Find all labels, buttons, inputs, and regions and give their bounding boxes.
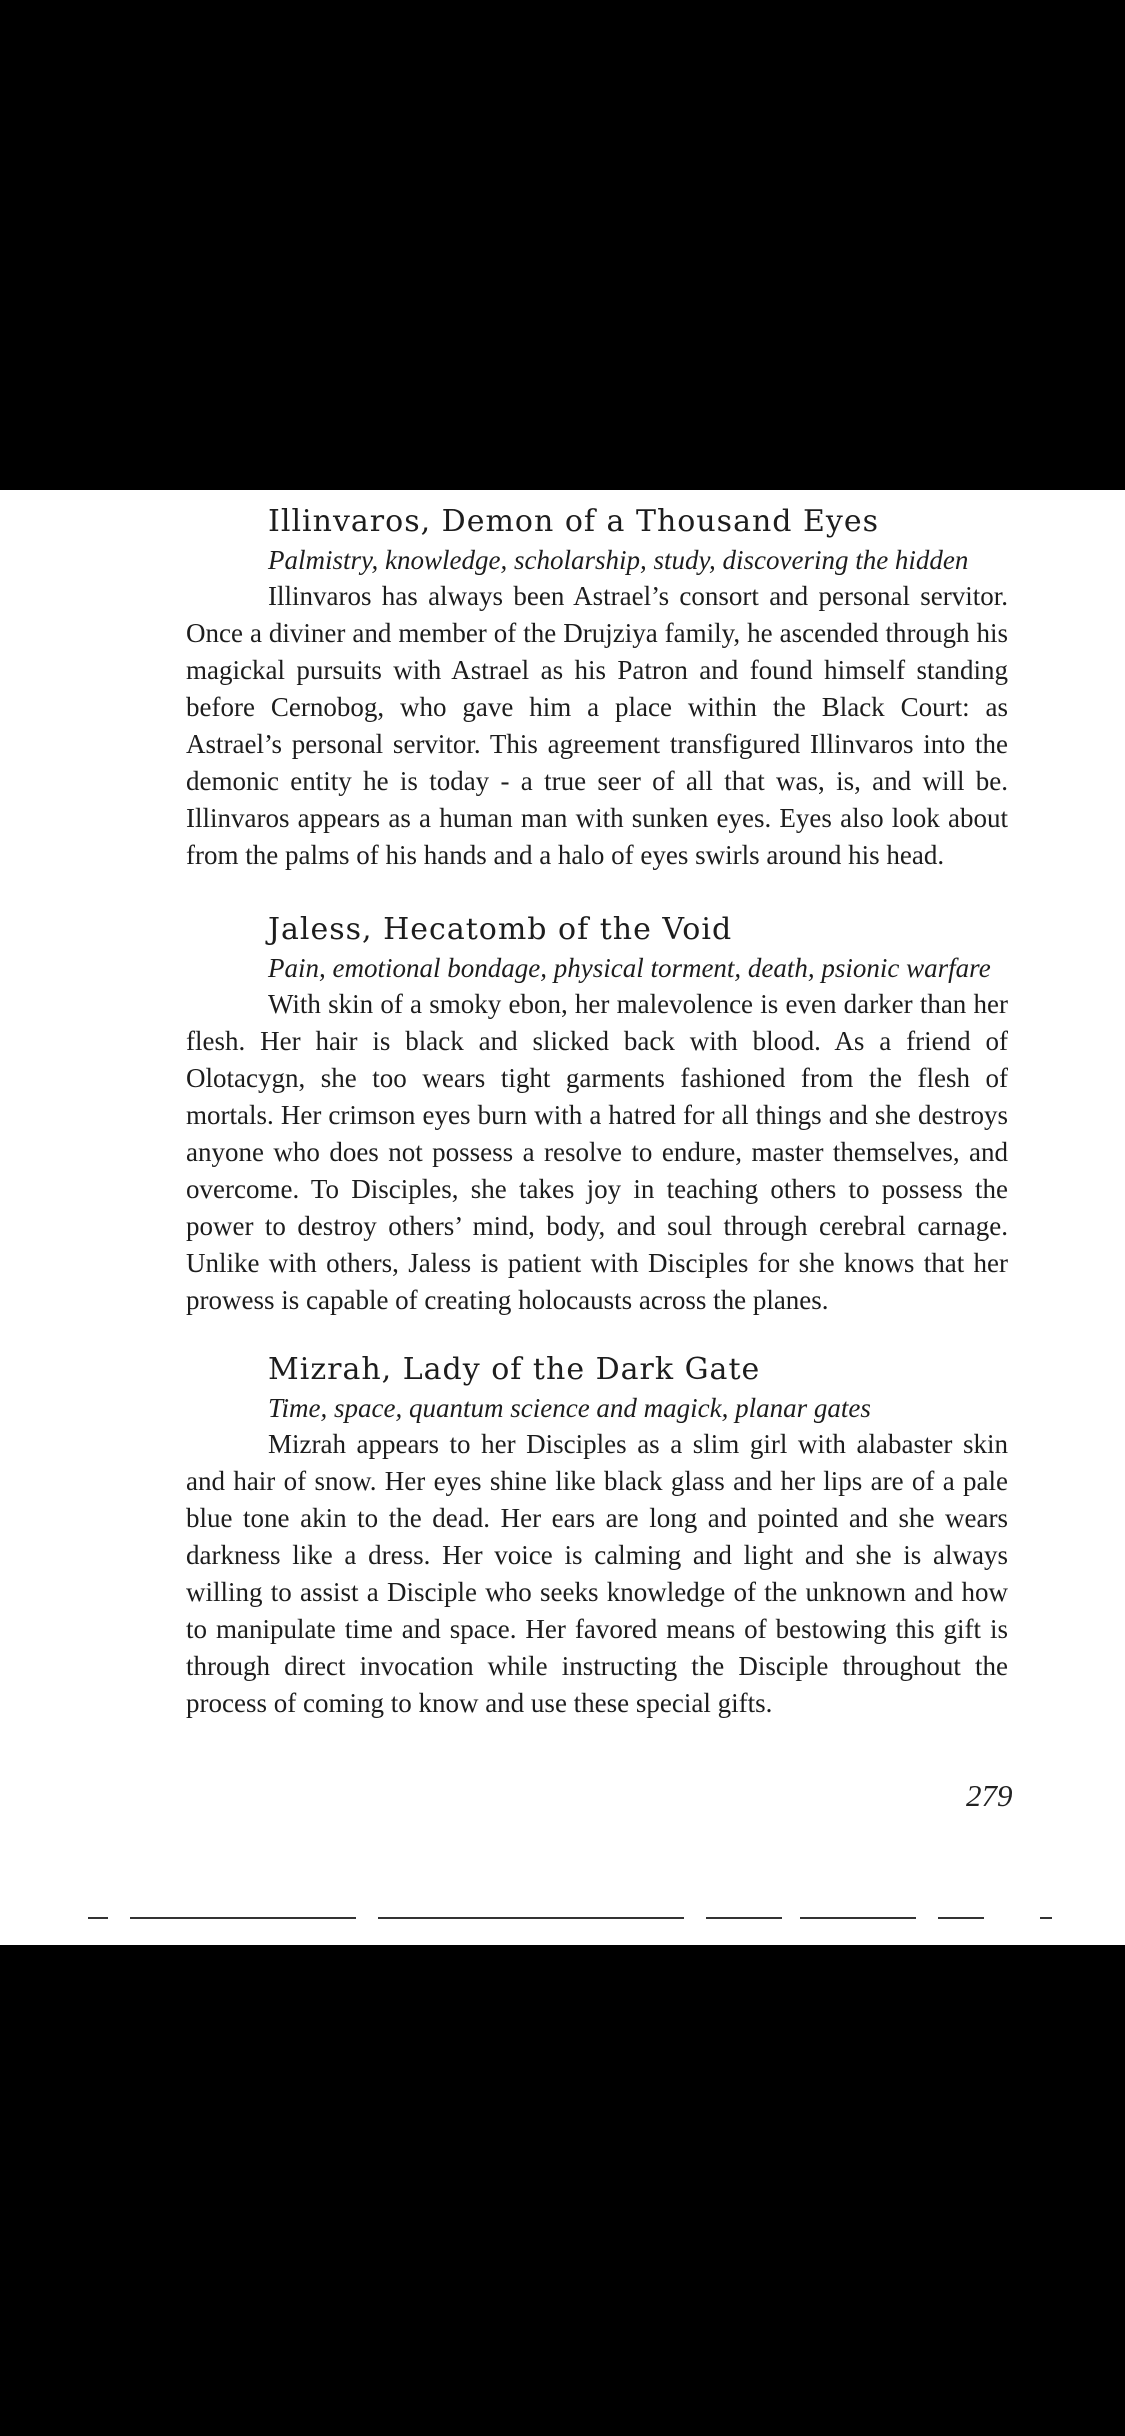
section-body: Mizrah appears to her Disciples as a slim girl with alabaster skin and hair of snow. Her eyes shine like black glass and her lips are of a pale blue tone akin to the dead. Her ears are long and pointed and she wears darkness like a dress. Her voice is calming and light and she is always willing to assist a Disciple who seeks knowledge of the unknown and how to manipulate time and space. Her favored means of bestowing this gift is through direct invocation while instructing the Disciple throughout the process of coming to know and use these special gifts. (186, 1429, 1008, 1718)
section-heading: Illinvaros, Demon of a Thousand Eyes (268, 504, 880, 539)
scan-rule (88, 1917, 108, 1919)
scan-rule (378, 1917, 684, 1919)
scan-rule (706, 1917, 782, 1919)
section-mizrah (186, 1350, 1008, 1722)
section-body: Illinvaros has always been Astrael’s consort and personal servitor. Once a diviner and member of the Drujziya family, he ascended through his magickal pursuits with Astrael as his Patron and found himself standing before Cernobog, who gave him a place within the Black Court: as Astrael’s personal servitor. This agreement transfigured Illinvaros into the demonic entity he is today - a true seer of all that was, is, and will be. Illinvaros appears as a human man with sunken eyes. Eyes also look about from the palms of his hands and a halo of eyes swirls around his head. (186, 581, 1008, 870)
section-subtitle: Time, space, quantum science and magick, planar gates (268, 1393, 871, 1423)
section-subtitle: Pain, emotional bondage, physical torment, death, psionic warfare (268, 953, 991, 983)
section-subtitle: Palmistry, knowledge, scholarship, study, discovering the hidden (268, 545, 969, 575)
scan-rule (938, 1917, 984, 1919)
scan-rule (130, 1917, 356, 1919)
scan-rule (1040, 1917, 1052, 1919)
section-illinvaros (186, 502, 1008, 874)
book-page (0, 490, 1125, 1945)
section-jaless (186, 910, 1008, 1319)
scan-rule (800, 1917, 916, 1919)
page-number: 279 (966, 1778, 1013, 1813)
section-heading: Mizrah, Lady of the Dark Gate (268, 1352, 761, 1387)
scan-edge-lines (0, 1917, 1125, 1921)
section-body: With skin of a smoky ebon, her malevolence is even darker than her flesh. Her hair is black and slicked back with blood. As a friend of Olotacygn, she too wears tight garments fashioned from the flesh of mortals. Her crimson eyes burn with a hatred for all things and she destroys anyone who does not possess a resolve to endure, master themselves, and overcome. To Disciples, she takes joy in teaching others to possess the power to destroy others’ mind, body, and soul through cerebral carnage. Unlike with others, Jaless is patient with Disciples for she knows that her prowess is capable of creating holocausts across the planes. (186, 989, 1008, 1315)
section-heading: Jaless, Hecatomb of the Void (268, 912, 733, 947)
